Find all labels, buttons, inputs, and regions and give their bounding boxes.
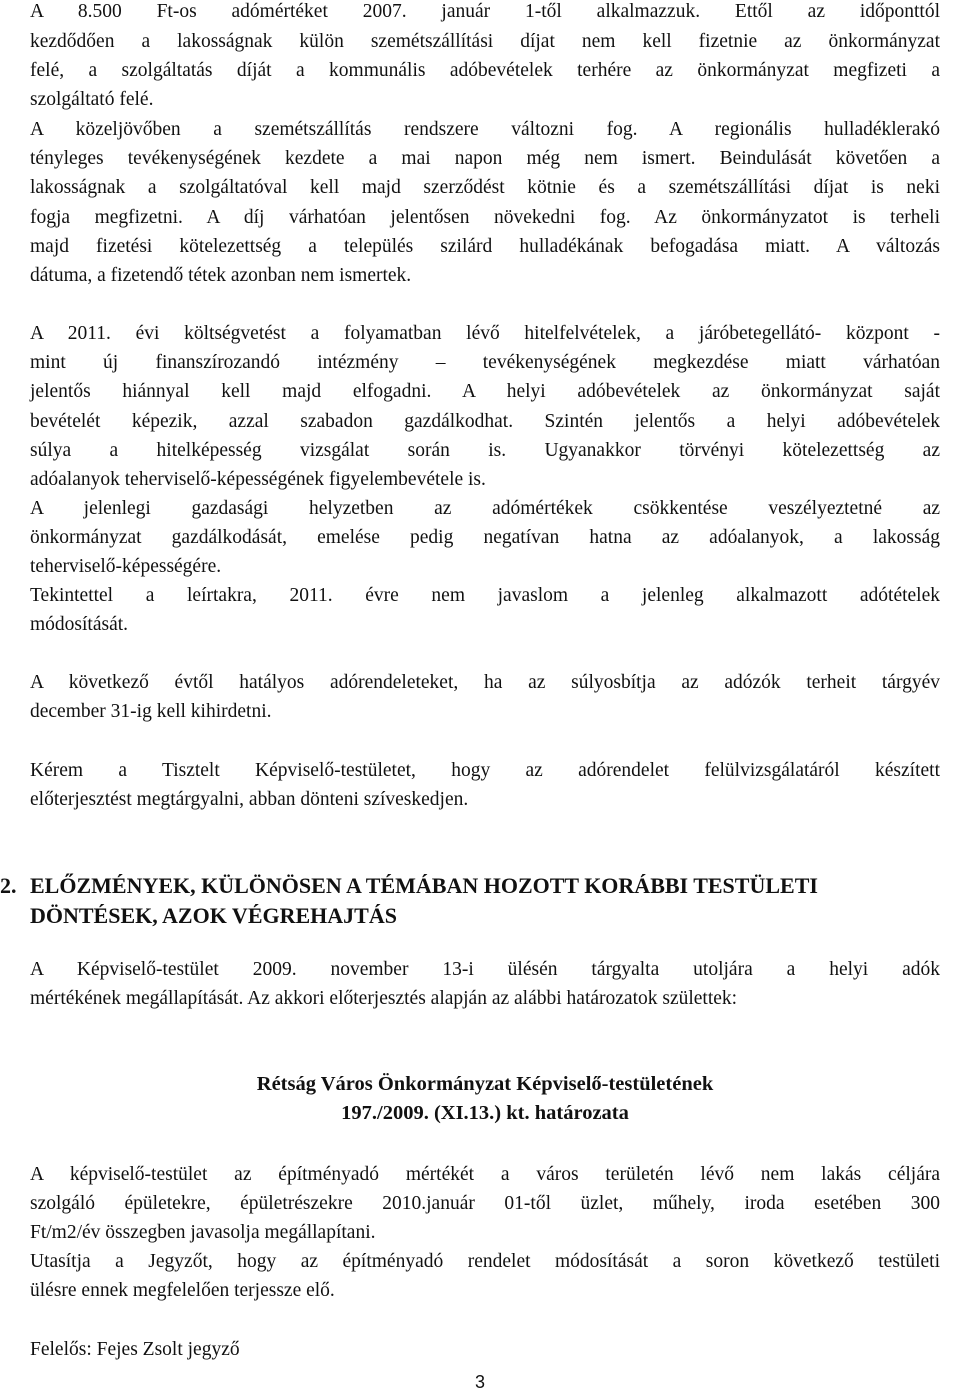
paragraph-line: A következő évtől hatályos adórendeleteket, ha az súlyosbítja az adózók terheit tárgyév: [30, 672, 940, 693]
paragraph-line: előterjesztést megtárgyalni, abban dönteni szíveskedjen.: [30, 789, 469, 810]
paragraph-line: kezdődően a lakosságnak külön szemétszállítási díjat nem kell fizetnie az önkormányzat: [30, 31, 940, 52]
paragraph-line: lakosságnak a szolgáltatóval kell majd szerződést kötnie és a szemétszállítási díjat is neki: [30, 177, 940, 198]
paragraph-line: önkormányzat gazdálkodását, emelése pedig negatívan hatna az adóalanyok, a lakosság: [30, 527, 940, 548]
paragraph-line: Kérem a Tisztelt Képviselő-testületet, hogy az adórendelet felülvizsgálatáról készített: [30, 760, 940, 781]
paragraph-line: A jelenlegi gazdasági helyzetben az adómértékek csökkentése veszélyeztetné az: [30, 498, 940, 519]
paragraph-line: szolgáló épületekre, épületrészekre 2010.január 01-től üzlet, műhely, iroda esetében 300: [30, 1193, 940, 1214]
paragraph-line: Utasítja a Jegyzőt, hogy az építményadó rendelet módosítását a soron következő testületi: [30, 1251, 940, 1272]
paragraph-line: adóalanyok teherviselő-képességének figyelembevétele is.: [30, 469, 486, 490]
section-number: 2.: [0, 873, 17, 898]
section-heading: [0, 871, 940, 900]
paragraph-line: teherviselő-képességére.: [30, 556, 222, 577]
section-title-line2: DÖNTÉSEK, AZOK VÉGREHAJTÁS: [30, 903, 397, 928]
paragraph-line: bevételét képezik, azzal szabadon gazdálkodhat. Szintén jelentős a helyi adóbevételek: [30, 411, 940, 432]
paragraph-line: felé, a szolgáltatás díját a kommunális adóbevételek terhére az önkormányzat megfizeti a: [30, 60, 940, 81]
paragraph-line: fogja megfizetni. A díj várhatóan jelentősen növekedni fog. Az önkormányzatot is terheli: [30, 207, 940, 228]
paragraph-line: A 8.500 Ft-os adómértéket 2007. január 1-től alkalmazzuk. Ettől az időponttól: [30, 1, 940, 22]
paragraph-line: szolgáltató felé.: [30, 89, 154, 110]
paragraph-line: súlya a hitelképesség vizsgálat során is. Ugyanakkor törvényi kötelezettség az: [30, 440, 940, 461]
paragraph-line: dátuma, a fizetendő tétek azonban nem ismertek.: [30, 265, 412, 286]
paragraph-line: Tekintettel a leírtakra, 2011. évre nem javaslom a jelenleg alkalmazott adótételek: [30, 585, 940, 606]
page-number: 3: [474, 1372, 485, 1392]
resolution-number: 197./2009. (XI.13.) kt. határozata: [341, 1102, 629, 1124]
paragraph-line: A 2011. évi költségvetést a folyamatban lévő hitelfelvételek, a járóbetegellátó- központ -: [30, 323, 940, 344]
resolution-title: Rétság Város Önkormányzat Képviselő-testületének: [256, 1073, 714, 1095]
paragraph-line: december 31-ig kell kihirdetni.: [30, 701, 272, 722]
paragraph-line: Ft/m2/év összegben javasolja megállapítani.: [30, 1222, 376, 1243]
paragraph-line: módosítását.: [30, 614, 129, 635]
paragraph-line: A Képviselő-testület 2009. november 13-i ülésén tárgyalta utoljára a helyi adók: [30, 959, 940, 980]
responsible-person: Felelős: Fejes Zsolt jegyző: [30, 1339, 240, 1360]
paragraph-line: A képviselő-testület az építményadó mértékét a város területén lévő nem lakás céljára: [30, 1164, 940, 1185]
paragraph-line: mint új finanszírozandó intézmény – tevékenységének megkezdése miatt várhatóan: [30, 352, 940, 373]
paragraph-line: ülésre ennek megfelelően terjessze elő.: [30, 1280, 335, 1301]
paragraph-line: A közeljövőben a szemétszállítás rendszere változni fog. A regionális hulladéklerakó: [30, 119, 940, 140]
paragraph-line: jelentős hiánnyal kell majd elfogadni. A helyi adóbevételek az önkormányzat saját: [30, 381, 940, 402]
paragraph-line: majd fizetési kötelezettség a település szilárd hulladékának befogadása miatt. A változás: [30, 236, 940, 257]
paragraph-line: mértékének megállapítását. Az akkori előterjesztés alapján az alábbi határozatok születtek:: [30, 988, 738, 1009]
section-title-line1: ELŐZMÉNYEK, KÜLÖNÖSEN A TÉMÁBAN HOZOTT KORÁBBI TESTÜLETI: [30, 873, 818, 898]
paragraph-line: tényleges tevékenységének kezdete a mai napon még nem ismert. Beindulását követően a: [30, 148, 940, 169]
